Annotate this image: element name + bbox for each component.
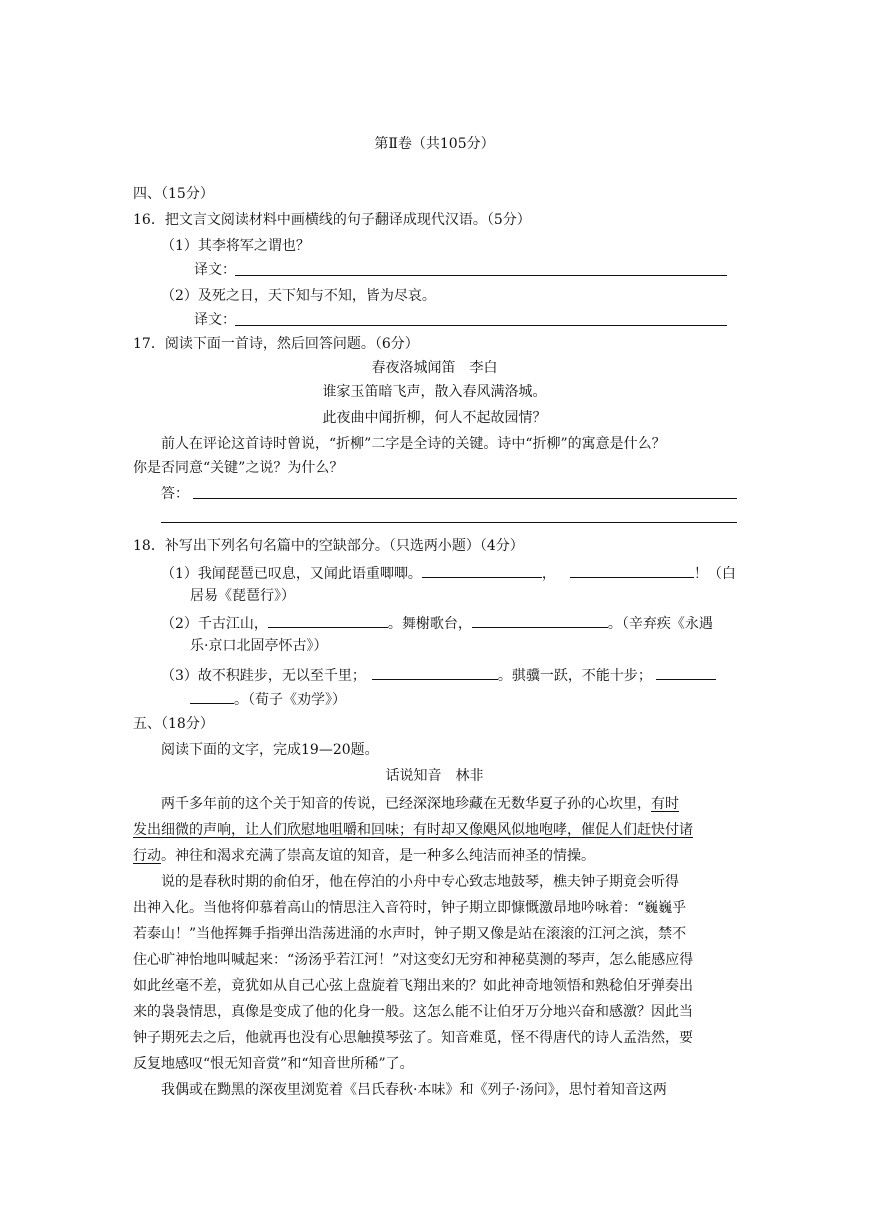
q18-item-1-source: 居易《琵琶行》） [190, 588, 295, 604]
q17-answer-line-1[interactable] [193, 498, 737, 499]
q18-item-3-blank-2[interactable] [656, 664, 716, 680]
article-title: 话说知音 林非 [385, 768, 484, 784]
p1-text: 两千多年前的这个关于知音的传说，已经深深地珍藏在无数华夏子孙的心坎里， [161, 796, 651, 812]
section-four-header: 四、（15分） [133, 186, 214, 202]
article-p2-line-7: 钟子期死去之后，他就再也没有心思触摸琴弦了。知音难觅，怪不得唐代的诗人孟浩然，要 [133, 1030, 693, 1046]
article-p2-line-1: 说的是春秋时期的俞伯牙，他在停泊的小舟中专心致志地鼓琴，樵夫钟子期竟会听得 [161, 874, 679, 890]
p1-underlined-1: 有时 [651, 796, 679, 812]
q18-item-2-blank-2[interactable] [472, 612, 608, 628]
q16-item-2: （2）及死之日，天下知与不知，皆为尽哀。 [161, 288, 436, 304]
article-p2-line-6: 来的袅袅情思，真像是变成了他的化身一般。这怎么能不让伯牙万分地兴奋和感激？因此当 [133, 1004, 693, 1020]
article-p1-line-3 [133, 846, 595, 866]
section-title: 第Ⅱ卷（共105分） [374, 136, 495, 152]
q17-answer-label: 答： [161, 486, 189, 502]
q18-item-1-end: ！（白 [693, 566, 736, 582]
q18-item-3-text: （3）故不积跬步，无以至千里； [161, 668, 366, 684]
article-p2-line-5: 如此丝毫不差，竟犹如从自己心弦上盘旋着飞翔出来的？如此神奇地领悟和熟稔伯牙弹奏出 [133, 978, 693, 994]
q17-answer-line-2[interactable] [161, 522, 737, 523]
q16-answer-line-1[interactable] [235, 275, 727, 276]
q18-item-2-blank-1[interactable] [268, 612, 388, 628]
article-p2-line-4: 住心旷神怡地叫喊起来：“汤汤乎若江河！”对这变幻无穷和神秘莫测的琴声，怎么能感应得 [133, 952, 694, 968]
q18-item-3-blank-1[interactable] [372, 664, 498, 680]
q17-question-line-2: 你是否同意“关键”之说？为什么？ [133, 460, 344, 476]
q18-item-1-blank-1[interactable] [422, 562, 542, 578]
p1-underlined-3: 行动 [133, 848, 161, 864]
q18-item-3 [161, 664, 716, 686]
q16-answer-label-2: 译文： [194, 312, 236, 328]
poem-title: 春夜洛城闻笛 李白 [371, 360, 498, 376]
q18-item-3-tail [190, 688, 346, 710]
reading-instruction: 阅读下面的文字，完成19—20题。 [161, 742, 379, 758]
q18-item-1-text: （1）我闻琵琶已叹息，又闻此语重唧唧。 [161, 566, 422, 582]
section-five-header: 五、（18分） [133, 716, 214, 732]
q16-answer-label-1: 译文： [194, 262, 236, 278]
q18-item-3-blank-2-cont[interactable] [190, 688, 234, 704]
article-p2-line-3: 若泰山！”当他挥舞手指弹出浩荡进涌的水声时，钟子期又像是站在滚滚的江河之滨，禁不 [133, 926, 687, 942]
article-p1-line-1 [161, 794, 679, 814]
q18-item-3-mid: 。骐骥一跃，不能十步； [497, 668, 652, 684]
q18-item-2-mid: 。舞榭歌台， [387, 616, 472, 632]
article-p2-line-2: 出神入化。当他将仰慕着高山的情思注入音符时，钟子期立即慷慨激昂地吟咏着：“巍巍乎 [133, 900, 687, 916]
poem-line-1: 谁家玉笛暗飞声，散入春风满洛城。 [322, 384, 547, 400]
article-p1-line-2: 发出细微的声响，让人们欣慰地咀嚼和回味；有时却又像飓风似地咆哮，催促人们赶快付诸 [133, 822, 693, 838]
p1-text-3: 。神往和渴求充满了崇高友谊的知音，是一种多么纯洁而神圣的情操。 [161, 848, 595, 864]
q17-stem: 17．阅读下面一首诗，然后回答问题。（6分） [133, 336, 419, 352]
q18-item-2-source: 乐·京口北固亭怀古》） [190, 638, 328, 654]
q18-item-2 [161, 612, 713, 634]
q18-item-2-text: （2）千古江山， [161, 616, 268, 632]
q18-item-1-sep: ， [541, 566, 556, 582]
article-p2-line-8: 反复地感叹“恨无知音赏”和“知音世所稀”了。 [133, 1056, 414, 1072]
q16-stem: 16．把文言文阅读材料中画横线的句子翻译成现代汉语。（5分） [133, 212, 531, 228]
poem-line-2: 此夜曲中闻折柳，何人不起故园情？ [322, 410, 547, 426]
q18-item-3-source: 。（荀子《劝学》） [234, 692, 346, 708]
article-p3-line-1: 我偶或在黝黑的深夜里浏览着《吕氏春秋·本味》和《列子·汤问》，思忖着知音这两 [161, 1082, 667, 1098]
q16-answer-line-2[interactable] [235, 325, 727, 326]
q18-item-1-blank-2[interactable] [570, 562, 694, 578]
q16-item-1: （1）其李将军之谓也？ [161, 238, 310, 254]
q17-question-line-1: 前人在评论这首诗时曾说，“折柳”二字是全诗的关键。诗中“折柳”的寓意是什么？ [161, 436, 666, 452]
q18-item-1 [161, 562, 736, 584]
q18-item-2-end: 。（辛弃疾《永遇 [607, 616, 713, 632]
q18-stem: 18．补写出下列名句名篇中的空缺部分。（只选两小题）（4分） [133, 538, 524, 554]
